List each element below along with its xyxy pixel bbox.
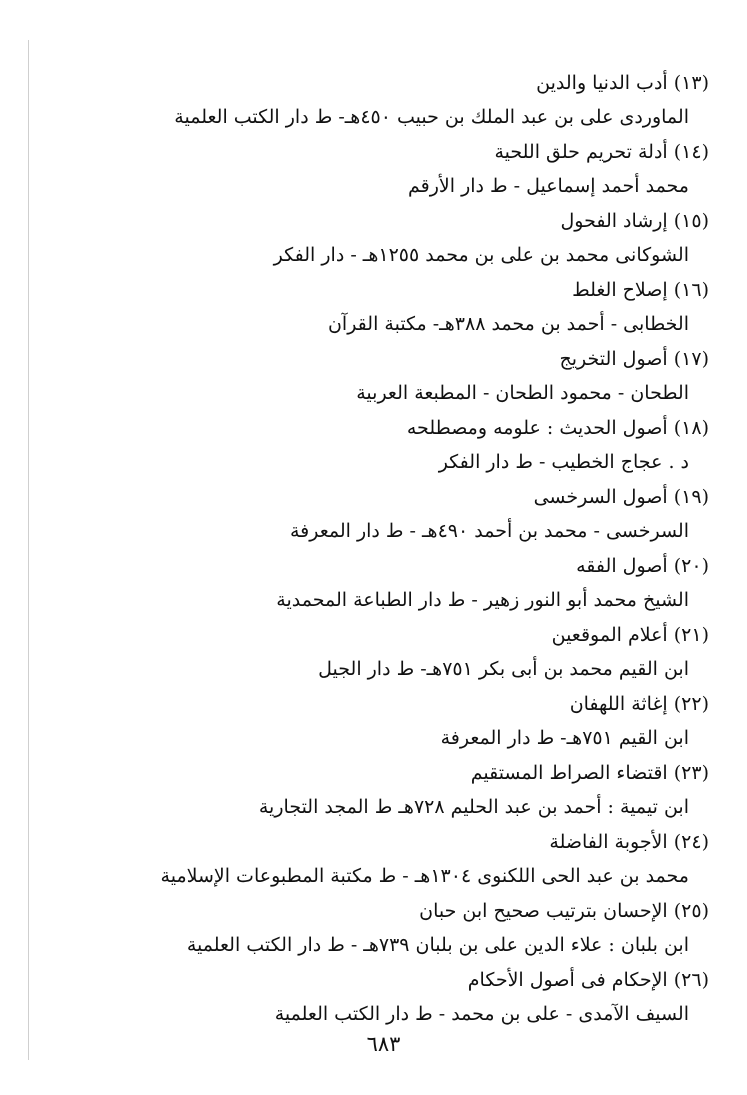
entry-title: الإحكام فى أصول الأحكام: [467, 969, 668, 991]
bibliography-entry: [69, 480, 709, 549]
entry-title: أصول التخريج: [559, 348, 668, 370]
bibliography-entry: [69, 549, 709, 618]
entry-author: ابن بلبان : علاء الدين على بن بلبان ٧٣٩هـ - ط دار الكتب العلمية: [186, 934, 689, 956]
entry-title: أدلة تحريم حلق اللحية: [494, 141, 668, 163]
entry-number: (٢٣): [673, 762, 709, 784]
entry-author: محمد بن عبد الحى اللكنوى ١٣٠٤هـ - ط مكتبة المطبوعات الإسلامية: [160, 865, 689, 887]
entry-title-line: [69, 273, 709, 307]
entry-title: أصول الحديث : علومه ومصطلحه: [406, 417, 668, 439]
entry-title: إصلاح الغلط: [572, 279, 668, 301]
bibliography-entry: [69, 687, 709, 756]
entry-number: (٢٦): [673, 969, 709, 991]
page-edge-line: [28, 40, 29, 1060]
bibliography-entry: [69, 66, 709, 135]
bibliography-entry: [69, 756, 709, 825]
bibliography-entry: [69, 342, 709, 411]
entry-title: الإحسان بترتيب صحيح ابن حبان: [419, 900, 668, 922]
entry-title-line: [69, 963, 709, 997]
page-number: ٦٨٣: [366, 1032, 401, 1056]
bibliography-entry: [69, 273, 709, 342]
entry-number: (٢٤): [673, 831, 709, 853]
entry-title-line: [69, 687, 709, 721]
entry-number: (٢١): [673, 624, 709, 646]
entry-title: اقتضاء الصراط المستقيم: [470, 762, 668, 784]
entry-number: (١٣): [673, 72, 709, 94]
bibliography-entry: [69, 618, 709, 687]
entry-title: الأجوبة الفاضلة: [549, 831, 668, 853]
entry-number: (١٩): [673, 486, 709, 508]
entry-author: د . عجاج الخطيب - ط دار الفكر: [438, 451, 689, 473]
entry-number: (٢٢): [673, 693, 709, 715]
entry-title-line: [69, 480, 709, 514]
entry-author: السيف الآمدى - على بن محمد - ط دار الكتب العلمية: [274, 1003, 689, 1025]
entry-title-line: [69, 66, 709, 100]
entry-author: الماوردى على بن عبد الملك بن حبيب ٤٥٠هـ- ط دار الكتب العلمية: [174, 106, 689, 128]
entry-number: (٢٠): [673, 555, 709, 577]
entry-title-line: [69, 618, 709, 652]
entry-title-line: [69, 825, 709, 859]
entry-title: إرشاد الفحول: [560, 210, 668, 232]
entry-author: الشيخ محمد أبو النور زهير - ط دار الطباعة المحمدية: [276, 589, 689, 611]
entry-title-line: [69, 342, 709, 376]
entry-author: الطحان - محمود الطحان - المطبعة العربية: [356, 382, 689, 404]
bibliography-entry: [69, 135, 709, 204]
bibliography-entry: [69, 204, 709, 273]
entry-number: (٢٥): [673, 900, 709, 922]
bibliography-entry: [69, 963, 709, 1032]
entry-title-line: [69, 411, 709, 445]
bibliography-list: [69, 66, 709, 1032]
entry-title-line: [69, 756, 709, 790]
bibliography-entry: [69, 825, 709, 894]
entry-number: (١٤): [673, 141, 709, 163]
entry-title: أصول الفقه: [576, 555, 668, 577]
entry-author: ابن تيمية : أحمد بن عبد الحليم ٧٢٨هـ ط المجد التجارية: [258, 796, 689, 818]
entry-title-line: [69, 549, 709, 583]
entry-author: ابن القيم ٧٥١هـ- ط دار المعرفة: [440, 727, 689, 749]
entry-number: (١٨): [673, 417, 709, 439]
entry-number: (١٧): [673, 348, 709, 370]
entry-title: إغاثة اللهفان: [569, 693, 668, 715]
entry-title: أصول السرخسى: [533, 486, 668, 508]
entry-number: (١٦): [673, 279, 709, 301]
entry-author: ابن القيم محمد بن أبى بكر ٧٥١هـ- ط دار الجيل: [318, 658, 689, 680]
entry-title-line: [69, 135, 709, 169]
bibliography-entry: [69, 411, 709, 480]
entry-author: السرخسى - محمد بن أحمد ٤٩٠هـ - ط دار المعرفة: [289, 520, 689, 542]
bibliography-entry: [69, 894, 709, 963]
entry-author: الخطابى - أحمد بن محمد ٣٨٨هـ- مكتبة القرآن: [327, 313, 689, 335]
entry-title: أدب الدنيا والدين: [536, 72, 668, 94]
entry-author: محمد أحمد إسماعيل - ط دار الأرقم: [408, 175, 689, 197]
entry-title-line: [69, 894, 709, 928]
entry-title-line: [69, 204, 709, 238]
entry-author: الشوكانى محمد بن على بن محمد ١٢٥٥هـ - دار الفكر: [273, 244, 689, 266]
entry-title: أعلام الموقعين: [551, 624, 668, 646]
entry-number: (١٥): [673, 210, 709, 232]
